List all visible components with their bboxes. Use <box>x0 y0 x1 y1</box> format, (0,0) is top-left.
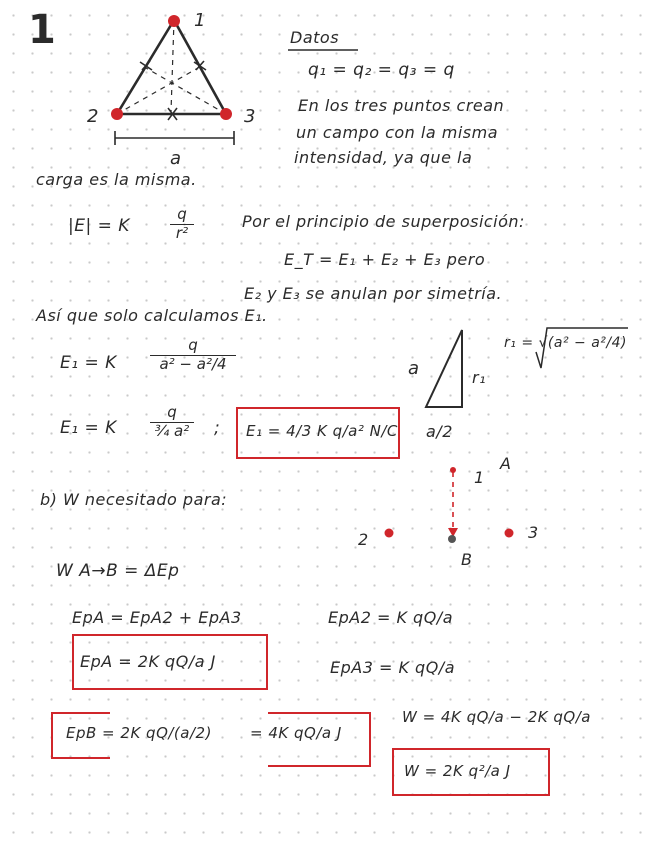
e1-num-2: q <box>167 403 177 421</box>
charges-equal: q₁ = q₂ = q₃ = q <box>308 60 455 80</box>
epa-result: EpA = 2K qQ/a J <box>80 652 216 671</box>
semicolon: ; <box>214 418 221 438</box>
e1-result: E₁ = 4/3 K q/a² N/C <box>246 422 398 440</box>
epb-result: = 4K qQ/a J <box>250 724 342 742</box>
point-label-A: A <box>500 454 512 473</box>
point-label-3: 3 <box>528 523 539 542</box>
field-fraction <box>170 207 194 242</box>
problem-number: 1 <box>28 7 56 53</box>
field-frac-num: q <box>177 205 187 223</box>
e1-den-1: a² − a²/4 <box>159 354 227 373</box>
e1-num-1: q <box>188 336 198 354</box>
e1-lhs-2: E₁ = K <box>60 418 117 438</box>
epa3: EpA3 = K qQ/a <box>330 658 455 677</box>
charge-triangle <box>115 20 234 145</box>
field-frac-den: r² <box>175 223 189 242</box>
field-magnitude: |E| = K <box>68 216 130 236</box>
work-definition: W A→B = ΔEp <box>56 561 180 581</box>
vertex-label-1: 1 <box>194 10 206 31</box>
side-label-a: a <box>170 148 182 169</box>
points-diagram <box>385 467 514 543</box>
vertex-label-3: 3 <box>244 106 256 127</box>
superposition-principle: Por el principio de superposición: <box>242 212 525 231</box>
vertex-label-2: 2 <box>87 106 99 127</box>
superposition-sum: E_T = E₁ + E₂ + E₃ pero <box>284 250 486 269</box>
datos-line-1: En los tres puntos crean <box>298 96 505 115</box>
charge-point-3 <box>220 108 232 120</box>
small-tri-side-r: r₁ <box>472 368 486 387</box>
small-tri-side-a: a <box>408 358 420 379</box>
e1-fraction-1 <box>150 338 236 373</box>
part-b-title: b) W necesitado para: <box>40 490 228 509</box>
datos-title: Datos <box>290 28 340 47</box>
charge-point-1 <box>168 15 180 27</box>
work-expression: W = 4K qQ/a − 2K qQ/a <box>402 708 591 726</box>
small-tri-base: a/2 <box>426 422 453 441</box>
point-label-B: B <box>461 550 473 569</box>
symmetry-cancel: E₂ y E₃ se anulan por simetría. <box>244 284 503 303</box>
epa-sum: EpA = EpA2 + EpA3 <box>72 608 242 627</box>
point-label-1: 1 <box>474 468 485 487</box>
e1-lhs-1: E₁ = K <box>60 353 117 373</box>
datos-line-4: carga es la misma. <box>36 170 197 189</box>
datos-line-2: un campo con la misma <box>296 123 498 142</box>
small-right-triangle <box>426 330 462 407</box>
epb-expression: EpB = 2K qQ/(a/2) <box>66 724 212 742</box>
point-label-2: 2 <box>358 530 369 549</box>
e1-fraction-2 <box>150 405 194 440</box>
epa2: EpA2 = K qQ/a <box>328 608 453 627</box>
only-e1: Así que solo calculamos E₁. <box>36 306 268 325</box>
e1-den-2: ¾ a² <box>154 421 190 440</box>
charge-point-2 <box>111 108 123 120</box>
datos-line-3: intensidad, ya que la <box>294 148 473 167</box>
work-result: W = 2K q²/a J <box>404 762 511 780</box>
r1-formula: r₁ = √(a² − a²/4) <box>504 335 627 351</box>
